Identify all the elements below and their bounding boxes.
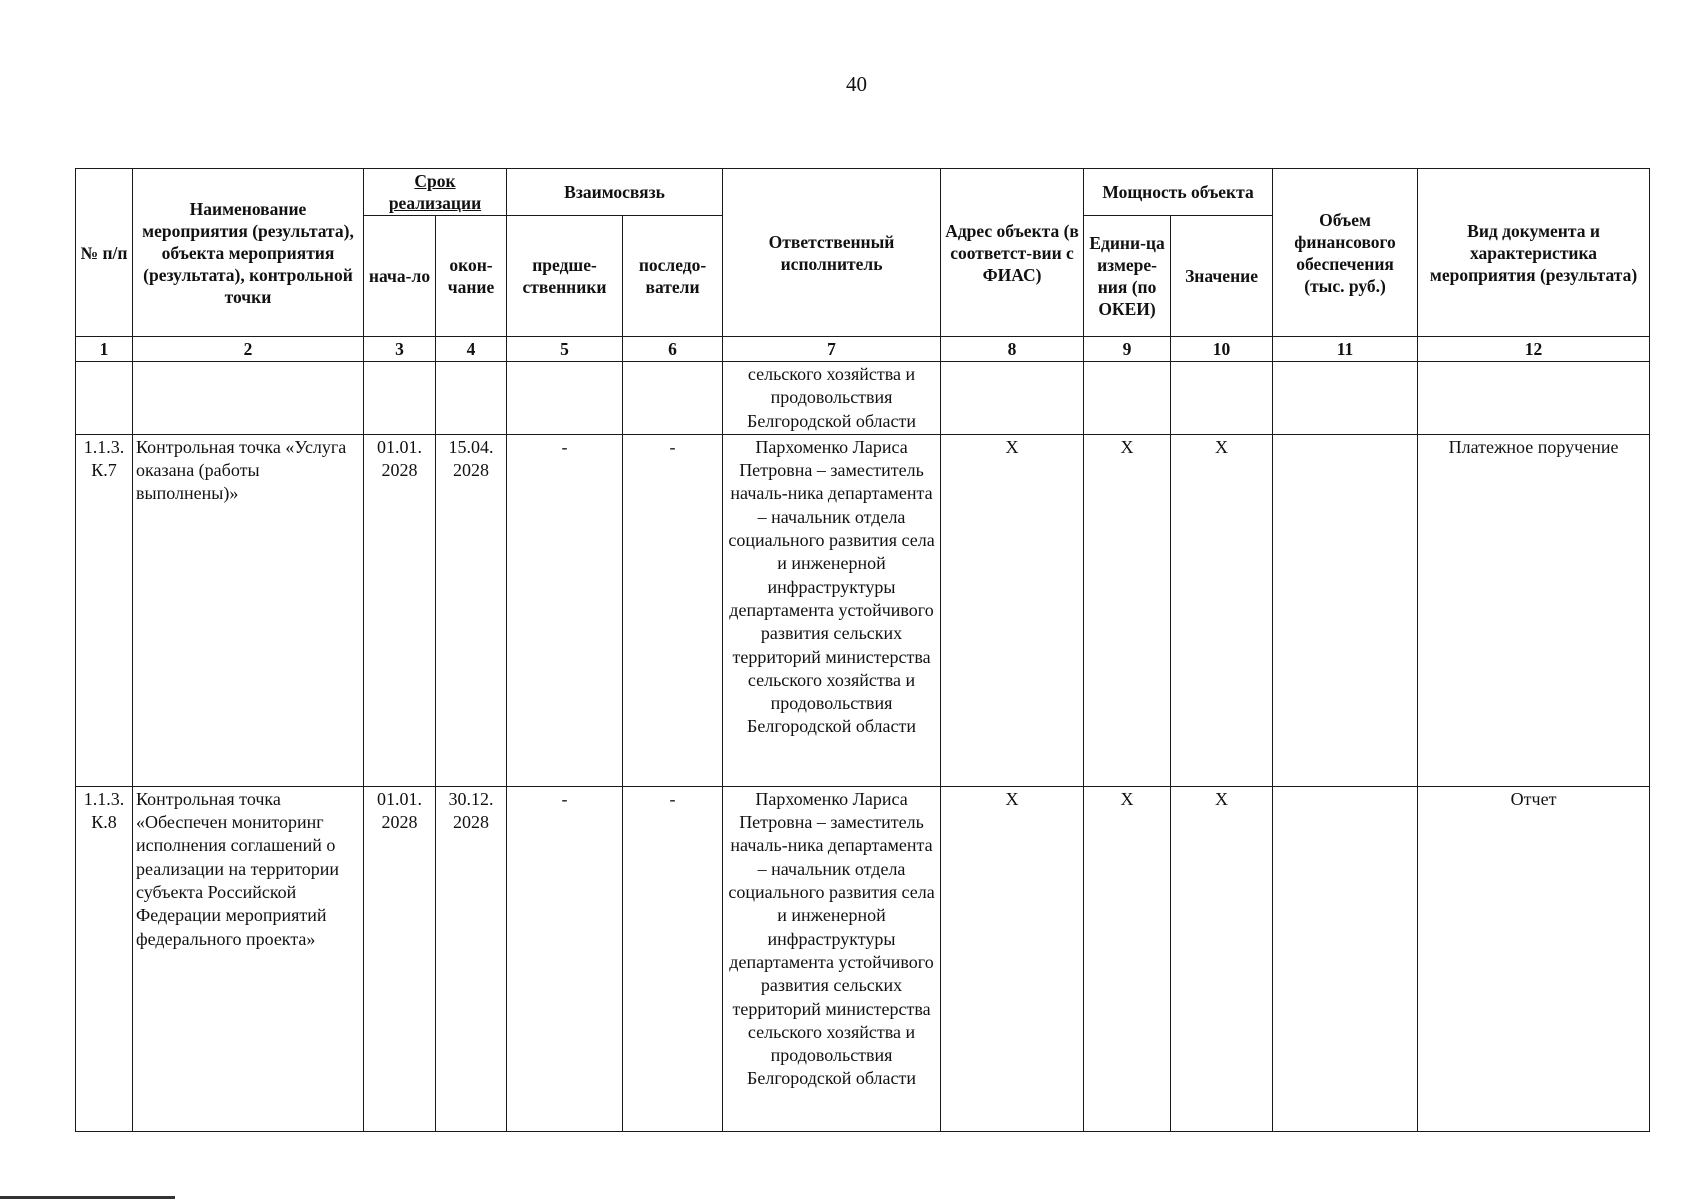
header-capacity-unit: Едини-ца измере-ния (по ОКЕИ) [1084, 216, 1171, 337]
continuation-row [76, 362, 1650, 435]
scan-edge-line [0, 1196, 175, 1199]
col-number: 8 [941, 337, 1084, 362]
cell-value: Х [1171, 434, 1273, 786]
header-finance: Объем финансового обеспечения (тыс. руб.) [1273, 169, 1418, 337]
cell-address: Х [941, 434, 1084, 786]
header-name: Наименование мероприятия (результата), объекта мероприятия (результата), контрольной точки [133, 169, 364, 337]
cell-responsible: сельского хозяйства и продовольствия Белгородской области [723, 362, 941, 435]
table-row [76, 434, 1650, 786]
cell-doc: Платежное поручение [1418, 434, 1650, 786]
header-capacity-value: Значение [1171, 216, 1273, 337]
cell-end: 30.12. 2028 [436, 786, 507, 1131]
header-address: Адрес объекта (в соответст-вии с ФИАС) [941, 169, 1084, 337]
cell-unit: Х [1084, 786, 1171, 1131]
col-number: 12 [1418, 337, 1650, 362]
col-number: 3 [364, 337, 436, 362]
col-number: 10 [1171, 337, 1273, 362]
cell-num: 1.1.3. К.8 [76, 786, 133, 1131]
cell-next: - [623, 786, 723, 1131]
cell-prev: - [507, 434, 623, 786]
col-number: 5 [507, 337, 623, 362]
cell-num: 1.1.3. К.7 [76, 434, 133, 786]
header-num: № п/п [76, 169, 133, 337]
cell-start: 01.01. 2028 [364, 786, 436, 1131]
header-row [76, 169, 1650, 216]
col-number: 6 [623, 337, 723, 362]
header-link-next: последо-ватели [623, 216, 723, 337]
header-capacity: Мощность объекта [1084, 169, 1273, 216]
cell-start: 01.01. 2028 [364, 434, 436, 786]
cell-next: - [623, 434, 723, 786]
cell-finance [1273, 434, 1418, 786]
col-number: 11 [1273, 337, 1418, 362]
col-number: 7 [723, 337, 941, 362]
cell-doc: Отчет [1418, 786, 1650, 1131]
column-number-row [76, 337, 1650, 362]
col-number: 4 [436, 337, 507, 362]
header-term-end: окон-чание [436, 216, 507, 337]
header-link: Взаимосвязь [507, 169, 723, 216]
header-term-label: Срок реализации [388, 171, 482, 213]
col-number: 1 [76, 337, 133, 362]
header-responsible: Ответственный исполнитель [723, 169, 941, 337]
cell-responsible: Пархоменко Лариса Петровна – заместитель началь-ника департамента – начальник отдела социального развития села и инженерной инфраструктуры департамента устойчивого развития сельских территорий министерства сельского хозяйства и продовольствия Белгородской области [723, 786, 941, 1131]
header-doc: Вид документа и характеристика мероприятия (результата) [1418, 169, 1650, 337]
header-term [364, 169, 507, 216]
header-term-start: нача-ло [364, 216, 436, 337]
cell-finance [1273, 786, 1418, 1131]
cell-address: Х [941, 786, 1084, 1131]
header-link-prev: предше-ственники [507, 216, 623, 337]
cell-responsible: Пархоменко Лариса Петровна – заместитель началь-ника департамента – начальник отдела социального развития села и инженерной инфраструктуры департамента устойчивого развития сельских территорий министерства сельского хозяйства и продовольствия Белгородской области [723, 434, 941, 786]
cell-value: Х [1171, 786, 1273, 1131]
cell-name: Контрольная точка «Обеспечен мониторинг исполнения соглашений о реализации на территории субъекта Российской Федерации мероприятий федерального проекта» [133, 786, 364, 1131]
table-row [76, 786, 1650, 1131]
page-number: 40 [846, 72, 867, 96]
plan-table [75, 168, 1650, 1132]
cell-prev: - [507, 786, 623, 1131]
cell-unit: Х [1084, 434, 1171, 786]
col-number: 9 [1084, 337, 1171, 362]
cell-name: Контрольная точка «Услуга оказана (работы выполнены)» [133, 434, 364, 786]
col-number: 2 [133, 337, 364, 362]
cell-end: 15.04. 2028 [436, 434, 507, 786]
